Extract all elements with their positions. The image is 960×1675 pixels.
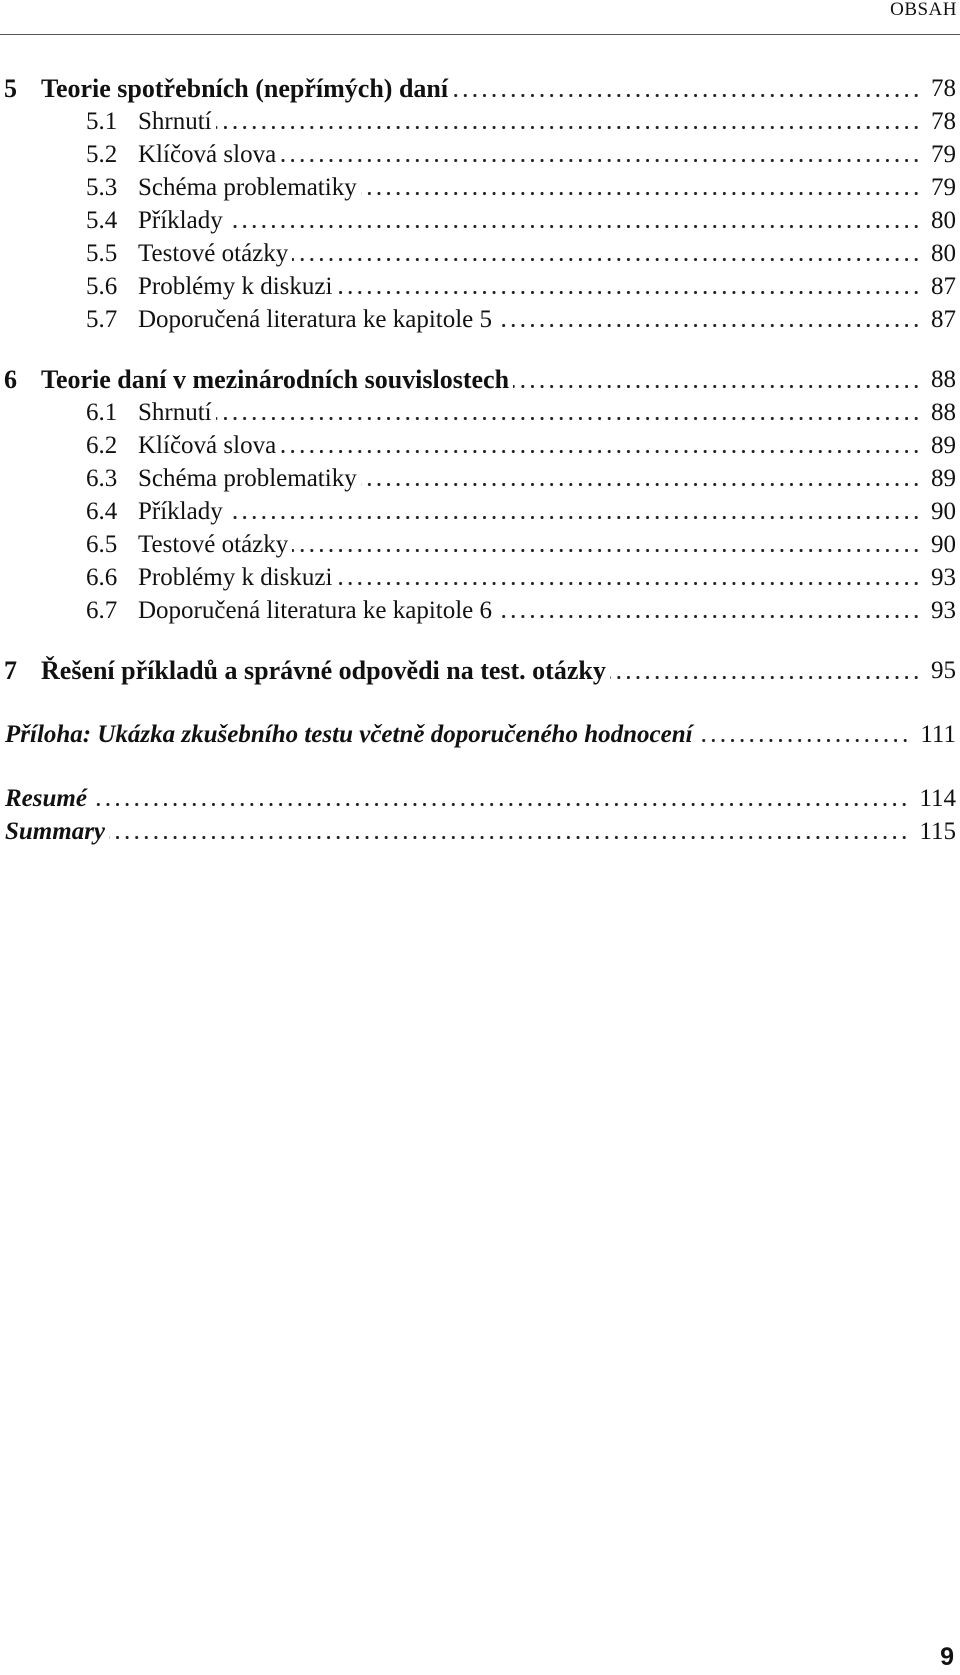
dot-leader — [452, 93, 921, 98]
spacer — [0, 688, 960, 719]
dot-leader — [109, 835, 909, 840]
toc-page-number: 78 — [931, 108, 956, 135]
toc-page-number: 79 — [931, 174, 956, 201]
dot-leader — [91, 802, 909, 807]
toc-page-number: 89 — [931, 432, 956, 459]
toc-section-6-1[interactable] — [0, 397, 960, 430]
spacer — [0, 628, 960, 655]
toc-entry-title: 6.3 Schéma problematiky — [86, 465, 357, 492]
toc-page-number: 78 — [931, 75, 956, 102]
toc-section-6-3[interactable] — [0, 463, 960, 496]
toc-page-number: 80 — [931, 240, 956, 267]
toc-entry-title: 5.5 Testové otázky — [86, 240, 289, 267]
dot-leader — [336, 290, 921, 295]
toc-section-5-6[interactable] — [0, 271, 960, 304]
header-rule — [0, 34, 960, 35]
toc-entry-title: Resumé — [5, 785, 87, 812]
dot-leader — [361, 482, 921, 487]
toc-page-number: 88 — [931, 399, 956, 426]
toc-section-5-7[interactable] — [0, 304, 960, 337]
toc-page-number: 111 — [920, 721, 956, 748]
dot-leader — [280, 158, 921, 163]
toc-entry-title: 7 Řešení příkladů a správné odpovědi na test. otázky — [4, 656, 606, 685]
toc-page-number: 89 — [931, 465, 956, 492]
dot-leader — [610, 675, 921, 680]
dot-leader — [361, 191, 921, 196]
toc-entry-title: 5.3 Schéma problematiky — [86, 174, 357, 201]
toc-page-number: 93 — [931, 564, 956, 591]
toc-entry-title: 6 Teorie daní v mezinárodních souvislostech — [4, 365, 510, 394]
toc-page-number: 88 — [931, 366, 956, 393]
toc-entry-title: 5 Teorie spotřebních (nepřímých) daní — [4, 74, 449, 103]
toc-entry-title: Příloha: Ukázka zkušebního testu včetně doporučeného hodnocení — [5, 721, 693, 748]
toc-entry-title: 5.6 Problémy k diskuzi — [86, 273, 333, 300]
toc-page-number: 90 — [931, 498, 956, 525]
toc-section-5-1[interactable] — [0, 106, 960, 139]
toc-entry-title: 6.2 Klíčová slova — [86, 432, 277, 459]
toc-section-6-6[interactable] — [0, 562, 960, 595]
dot-leader — [216, 416, 921, 421]
toc-entry-title: 6.5 Testové otázky — [86, 531, 289, 558]
toc-page-number: 114 — [919, 785, 956, 812]
dot-leader — [336, 581, 921, 586]
spacer — [0, 752, 960, 783]
toc-chapter-7[interactable] — [0, 655, 960, 688]
toc-chapter-5[interactable] — [0, 73, 960, 106]
dot-leader — [292, 548, 921, 553]
toc-section-5-2[interactable] — [0, 139, 960, 172]
toc-resume[interactable] — [0, 783, 960, 816]
toc-page-number: 95 — [931, 657, 956, 684]
dot-leader — [227, 515, 921, 520]
toc-entry-title: 5.7 Doporučená literatura ke kapitole 5 — [86, 306, 493, 333]
toc-section-5-3[interactable] — [0, 172, 960, 205]
dot-leader — [513, 384, 921, 389]
dot-leader — [280, 449, 921, 454]
toc-entry-title: 5.4 Příklady — [86, 207, 223, 234]
toc-entry-title: Summary — [5, 818, 106, 845]
toc-summary[interactable] — [0, 816, 960, 849]
dot-leader — [216, 125, 921, 130]
toc-entry-title: 6.7 Doporučená literatura ke kapitole 6 — [86, 597, 493, 624]
toc-page-number: 90 — [931, 531, 956, 558]
toc-section-5-4[interactable] — [0, 205, 960, 238]
toc-page-number: 93 — [931, 597, 956, 624]
spacer — [0, 337, 960, 364]
toc-entry-title: 6.1 Shrnutí — [86, 399, 212, 426]
toc-page-number: 80 — [931, 207, 956, 234]
toc-page-number: 87 — [931, 306, 956, 333]
toc-entry-title: 6.6 Problémy k diskuzi — [86, 564, 333, 591]
toc-page-number: 115 — [919, 818, 956, 845]
toc-chapter-6[interactable] — [0, 364, 960, 397]
toc-section-6-4[interactable] — [0, 496, 960, 529]
table-of-contents — [0, 73, 960, 849]
toc-entry-title: 5.2 Klíčová slova — [86, 141, 277, 168]
toc-section-6-2[interactable] — [0, 430, 960, 463]
toc-section-6-5[interactable] — [0, 529, 960, 562]
toc-page-number: 79 — [931, 141, 956, 168]
dot-leader — [697, 738, 910, 743]
toc-section-6-7[interactable] — [0, 595, 960, 628]
running-header: OBSAH — [890, 0, 957, 20]
toc-page-number: 87 — [931, 273, 956, 300]
toc-section-5-5[interactable] — [0, 238, 960, 271]
page-number: 9 — [940, 1643, 954, 1671]
dot-leader — [227, 224, 921, 229]
dot-leader — [496, 614, 921, 619]
toc-entry-title: 5.1 Shrnutí — [86, 108, 212, 135]
toc-entry-title: 6.4 Příklady — [86, 498, 223, 525]
dot-leader — [496, 323, 921, 328]
dot-leader — [292, 257, 921, 262]
toc-appendix[interactable] — [0, 719, 960, 752]
